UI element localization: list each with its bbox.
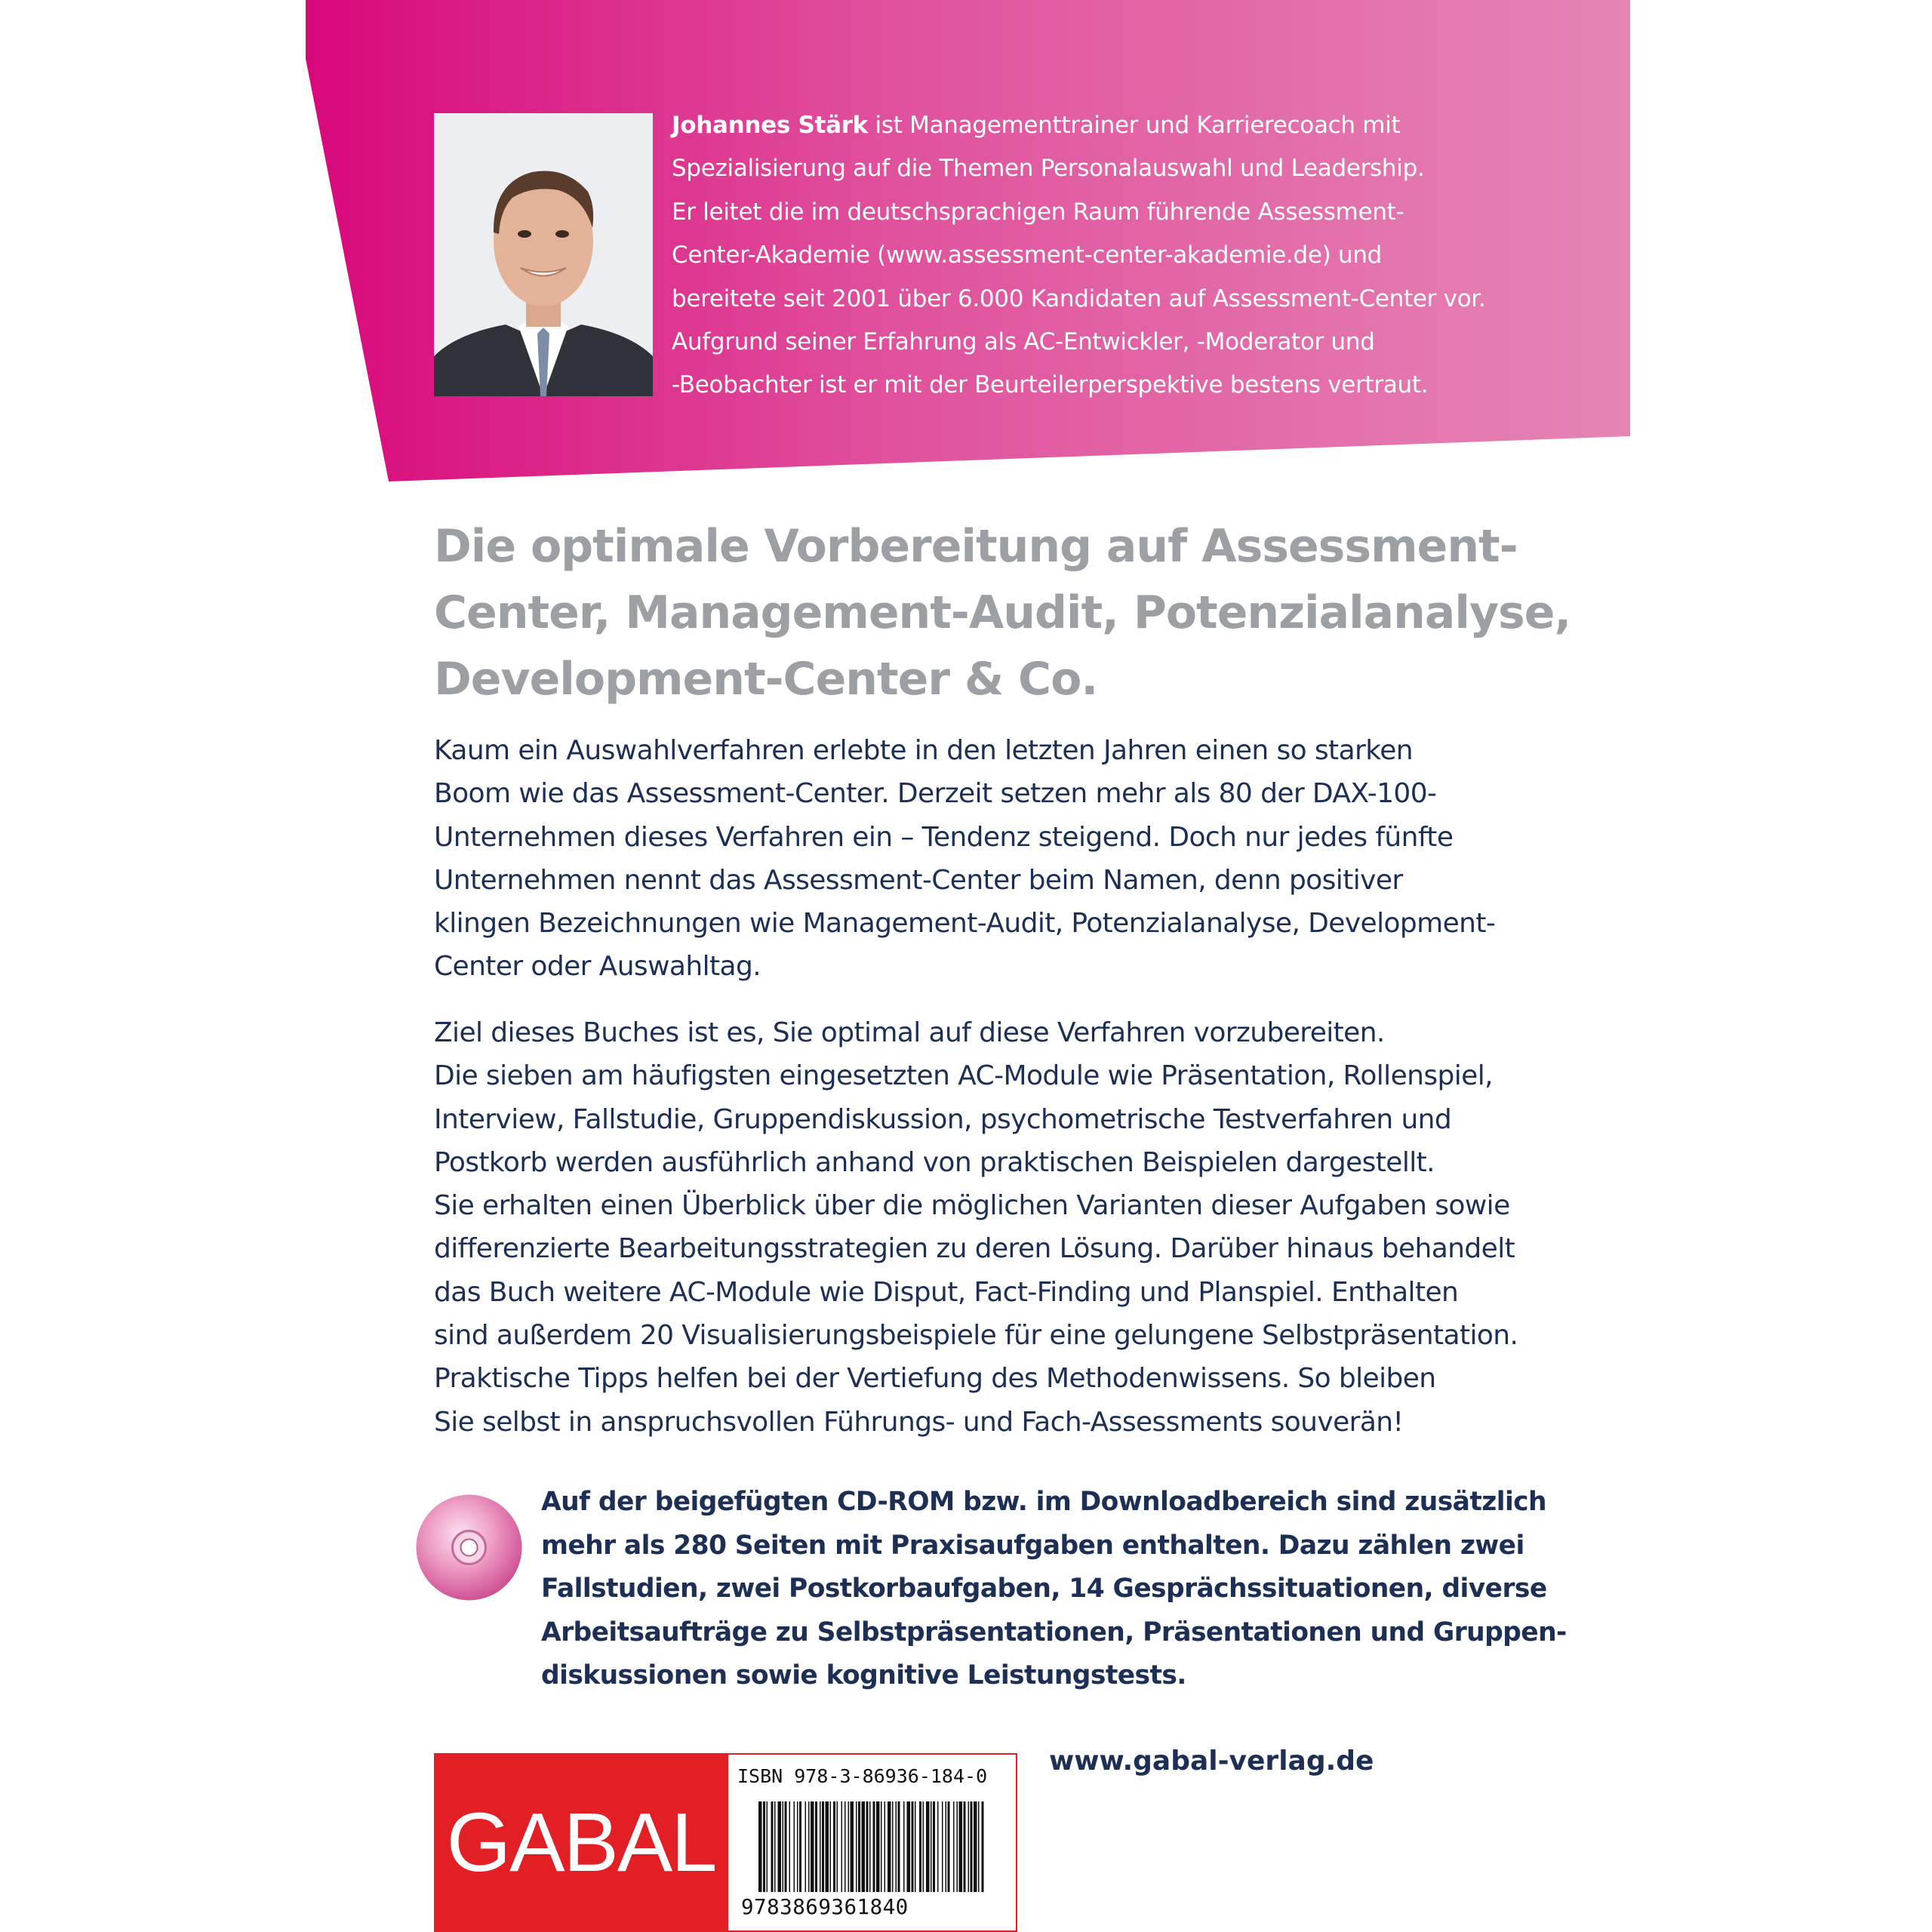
barcode-bar (826, 1801, 829, 1892)
paragraph-line: sind außerdem 20 Visualisierungsbeispiele für eine gelungene Selbstpräsentation. (434, 1320, 1518, 1352)
author-bio (672, 104, 1502, 408)
barcode-bar (926, 1801, 930, 1892)
headline-line: Development-Center & Co. (434, 653, 1098, 706)
barcode-bar (815, 1801, 817, 1892)
barcode-bar (942, 1801, 943, 1892)
publisher-website: www.gabal-verlag.de (1049, 1746, 1374, 1777)
barcode-bar (912, 1801, 914, 1892)
author-bio-line: ist Managementtrainer und Karrierecoach mit (868, 112, 1401, 139)
barcode-bar (898, 1801, 900, 1892)
barcode-bar (844, 1801, 846, 1892)
author-bio-line: -Beobachter ist er mit der Beurteilerperspektive bestens vertraut. (672, 371, 1429, 399)
paragraph-line: Center oder Auswahltag. (434, 951, 761, 983)
barcode-bar (767, 1801, 768, 1892)
description-paragraph-2 (434, 1011, 1528, 1444)
cd-text-line: Auf der beigefügten CD-ROM bzw. im Downloadbereich sind zusätzlich (541, 1487, 1546, 1517)
paragraph-line: Unternehmen dieses Verfahren ein – Tendenz steigend. Doch nur jedes fünfte (434, 821, 1454, 853)
barcode-bar (778, 1801, 782, 1892)
barcode-bar (794, 1801, 795, 1892)
barcode-bar (907, 1801, 911, 1892)
barcode-bar (820, 1801, 821, 1892)
barcode-bar (948, 1801, 950, 1892)
barcode-bar (957, 1801, 958, 1892)
barcode-bar (915, 1801, 916, 1892)
barcode-bar (789, 1801, 791, 1892)
cd-text-line: Arbeitsaufträge zu Selbstpräsentationen, Präsentationen und Gruppen- (541, 1617, 1567, 1647)
barcode-bar (783, 1801, 784, 1892)
barcode-bar (873, 1801, 875, 1892)
barcode-bar (919, 1801, 921, 1892)
barcode-bar (841, 1801, 843, 1892)
cd-rom-description (541, 1481, 1567, 1698)
barcode-bar (888, 1801, 891, 1892)
cd-text-line: Fallstudien, zwei Postkorbaufgaben, 14 Gesprächssituationen, diverse (541, 1574, 1547, 1604)
barcode-bar (763, 1801, 765, 1892)
barcode-bar (771, 1801, 774, 1892)
author-name: Johannes Stärk (672, 112, 868, 139)
barcode-bar (848, 1801, 850, 1892)
paragraph-line: Postkorb werden ausführlich anhand von praktischen Beispielen dargestellt. (434, 1146, 1435, 1178)
paragraph-line: Unternehmen nennt das Assessment-Center beim Namen, denn positiver (434, 864, 1403, 896)
paragraph-line: Praktische Tipps helfen bei der Vertiefung des Methodenwissens. So bleiben (434, 1363, 1436, 1395)
barcode-digits: 9783869361840 (741, 1895, 909, 1919)
cd-rom-disc-icon (414, 1493, 524, 1602)
barcode-bar (968, 1801, 970, 1892)
barcode-bar (851, 1801, 854, 1892)
paragraph-line: Ziel dieses Buches ist es, Sie optimal auf diese Verfahren vorzubereiten. (434, 1017, 1385, 1048)
barcode-bar (811, 1801, 814, 1892)
barcode-bar (933, 1801, 935, 1892)
barcode-bar (881, 1801, 882, 1892)
barcode-bar (964, 1801, 966, 1892)
paragraph-line: Interview, Fallstudie, Gruppendiskussion, psychometrische Testverfahren und (434, 1103, 1452, 1135)
barcode-bar (866, 1801, 869, 1892)
barcode-bar (876, 1801, 880, 1892)
paragraph-line: Die sieben am häufigsten eingesetzten AC-Module wie Präsentation, Rollenspiel, (434, 1060, 1493, 1092)
headline-line: Die optimale Vorbereitung auf Assessment- (434, 520, 1518, 573)
barcode-bar (903, 1801, 905, 1892)
cd-text-line: diskussionen sowie kognitive Leistungstests. (541, 1660, 1186, 1690)
barcode-bar (856, 1801, 857, 1892)
barcode (758, 1801, 986, 1892)
barcode-bar (937, 1801, 939, 1892)
barcode-bar (953, 1801, 955, 1892)
barcode-bar (982, 1801, 984, 1892)
author-bio-line: Spezialisierung auf die Themen Personalauswahl und Leadership. (672, 155, 1425, 183)
paragraph-line: das Buch weitere AC-Module wie Disput, Fact-Finding und Planspiel. Enthalten (434, 1276, 1459, 1308)
barcode-bar (858, 1801, 860, 1892)
author-bio-line: Er leitet die im deutschsprachigen Raum führende Assessment- (672, 198, 1404, 226)
barcode-bar (892, 1801, 894, 1892)
author-bio-line: Center-Akademie (www.assessment-center-akademie.de) und (672, 242, 1383, 269)
cd-text-line: mehr als 280 Seiten mit Praxisaufgaben enthalten. Dazu zählen zwei (541, 1530, 1524, 1561)
barcode-bar (959, 1801, 963, 1892)
author-portrait-image (434, 113, 653, 396)
headline (434, 513, 1571, 712)
barcode-bar (799, 1801, 801, 1892)
headline-line: Center, Management-Audit, Potenzialanalyse, (434, 586, 1571, 639)
barcode-bar (758, 1801, 762, 1892)
barcode-bar (978, 1801, 980, 1892)
barcode-bar (946, 1801, 947, 1892)
barcode-bar (974, 1801, 977, 1892)
barcode-bar (931, 1801, 932, 1892)
paragraph-line: differenzierte Bearbeitungsstrategien zu deren Lösung. Darüber hinaus behandelt (434, 1233, 1515, 1265)
description-paragraph-1 (434, 729, 1528, 989)
paragraph-line: Sie erhalten einen Überblick über die möglichen Varianten dieser Aufgaben sowie (434, 1190, 1510, 1222)
paragraph-line: Kaum ein Auswahlverfahren erlebte in den letzten Jahren einen so starken (434, 735, 1413, 766)
barcode-bar (896, 1801, 897, 1892)
barcode-bar (805, 1801, 807, 1892)
barcode-bar (837, 1801, 838, 1892)
paragraph-line: klingen Bezeichnungen wie Management-Audit, Potenzialanalyse, Development- (434, 908, 1496, 940)
author-photo (434, 113, 653, 396)
barcode-bar (808, 1801, 810, 1892)
barcode-bar (830, 1801, 832, 1892)
barcode-bar (862, 1801, 866, 1892)
barcode-bar (923, 1801, 924, 1892)
isbn-barcode-box (727, 1753, 1017, 1932)
isbn-number: ISBN 978-3-86936-184-0 (737, 1765, 988, 1787)
barcode-bar (971, 1801, 973, 1892)
paragraph-line: Sie selbst in anspruchsvollen Führungs- und Fach-Assessments souverän! (434, 1406, 1404, 1438)
author-bio-line: bereitete seit 2001 über 6.000 Kandidaten auf Assessment-Center vor. (672, 285, 1486, 312)
barcode-bar (774, 1801, 776, 1892)
gabal-logo: GABAL (434, 1753, 728, 1932)
barcode-bar (833, 1801, 835, 1892)
author-bio-line: Aufgrund seiner Erfahrung als AC-Entwickler, -Moderator und (672, 328, 1375, 356)
barcode-bar (785, 1801, 787, 1892)
paragraph-line: Boom wie das Assessment-Center. Derzeit setzen mehr als 80 der DAX-100- (434, 778, 1437, 810)
barcode-bar (822, 1801, 824, 1892)
barcode-bar (797, 1801, 798, 1892)
barcode-bar (884, 1801, 886, 1892)
barcode-bar (869, 1801, 871, 1892)
